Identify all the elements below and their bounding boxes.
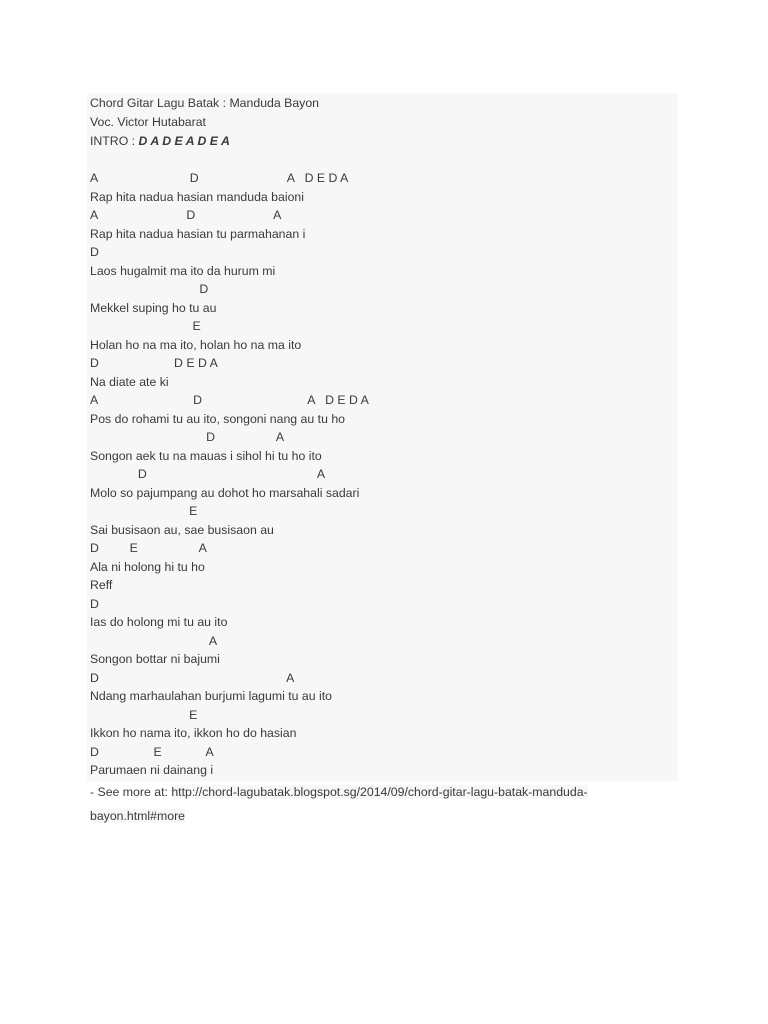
intro-line (90, 133, 230, 149)
lyric-line: Sai busisaon au, sae busisaon au (90, 522, 274, 537)
lyric-line: Songon bottar ni bajumi (90, 652, 220, 666)
vocalist: Voc. Victor Hutabarat (90, 115, 206, 129)
lyric-line: Reff (90, 578, 113, 592)
see-more (90, 780, 690, 828)
chord-line: A D A D E D A (90, 393, 369, 407)
chord-line: D E A (90, 541, 207, 555)
chord-line: A D A (90, 208, 282, 222)
lyric-line: Ikkon ho nama ito, ikkon ho do hasian (90, 726, 297, 740)
chord-line: A (90, 633, 218, 648)
chord-line: D A (90, 430, 285, 444)
lyric-line: Parumaen ni dainang i (90, 763, 214, 777)
lyric-line: Mekkel suping ho tu au (90, 300, 217, 315)
chord-line: D A (90, 670, 295, 685)
lyric-line: Pos do rohami tu au ito, songoni nang au tu ho (90, 411, 345, 426)
chord-line: D D E D A (90, 356, 218, 370)
see-more-label: - See more at: (90, 785, 172, 799)
chord-line: D (90, 282, 209, 296)
lyric-line: Ias do holong mi tu au ito (90, 615, 228, 629)
lyric-line: Ndang marhaulahan burjumi lagumi tu au ito (90, 689, 332, 703)
chord-line: D A (90, 467, 326, 481)
lyric-line: Laos hugalmit ma ito da hurum mi (90, 263, 276, 278)
chord-line: E (90, 707, 198, 722)
lyric-line: Rap hita nadua hasian tu parmahanan i (90, 226, 306, 241)
lyric-line: Holan ho na ma ito, holan ho na ma ito (90, 337, 302, 352)
lyric-line: Rap hita nadua hasian manduda baioni (90, 189, 304, 204)
chord-line: A D A D E D A (90, 171, 349, 185)
lyric-line: Molo so pajumpang au dohot ho marsahali sadari (90, 485, 360, 500)
chord-line: D (90, 245, 99, 259)
intro-label: INTRO : (90, 134, 139, 148)
chord-line: E (90, 504, 198, 518)
source-link-continued[interactable]: bayon.html#more (90, 809, 186, 823)
chord-line: E (90, 319, 201, 333)
source-link[interactable]: http://chord-lagubatak.blogspot.sg/2014/09/chord-gitar-lagu-batak-manduda- (171, 785, 588, 799)
lyric-line: Na diate ate ki (90, 374, 169, 389)
chord-line: D E A (90, 744, 214, 759)
intro-chords: D A D E A D E A (138, 134, 230, 148)
chord-line: D (90, 596, 99, 611)
lyric-line: Ala ni holong hi tu ho (90, 559, 205, 574)
lyric-line: Songon aek tu na mauas i sihol hi tu ho ito (90, 448, 322, 463)
song-title: Chord Gitar Lagu Batak : Manduda Bayon (90, 96, 319, 110)
